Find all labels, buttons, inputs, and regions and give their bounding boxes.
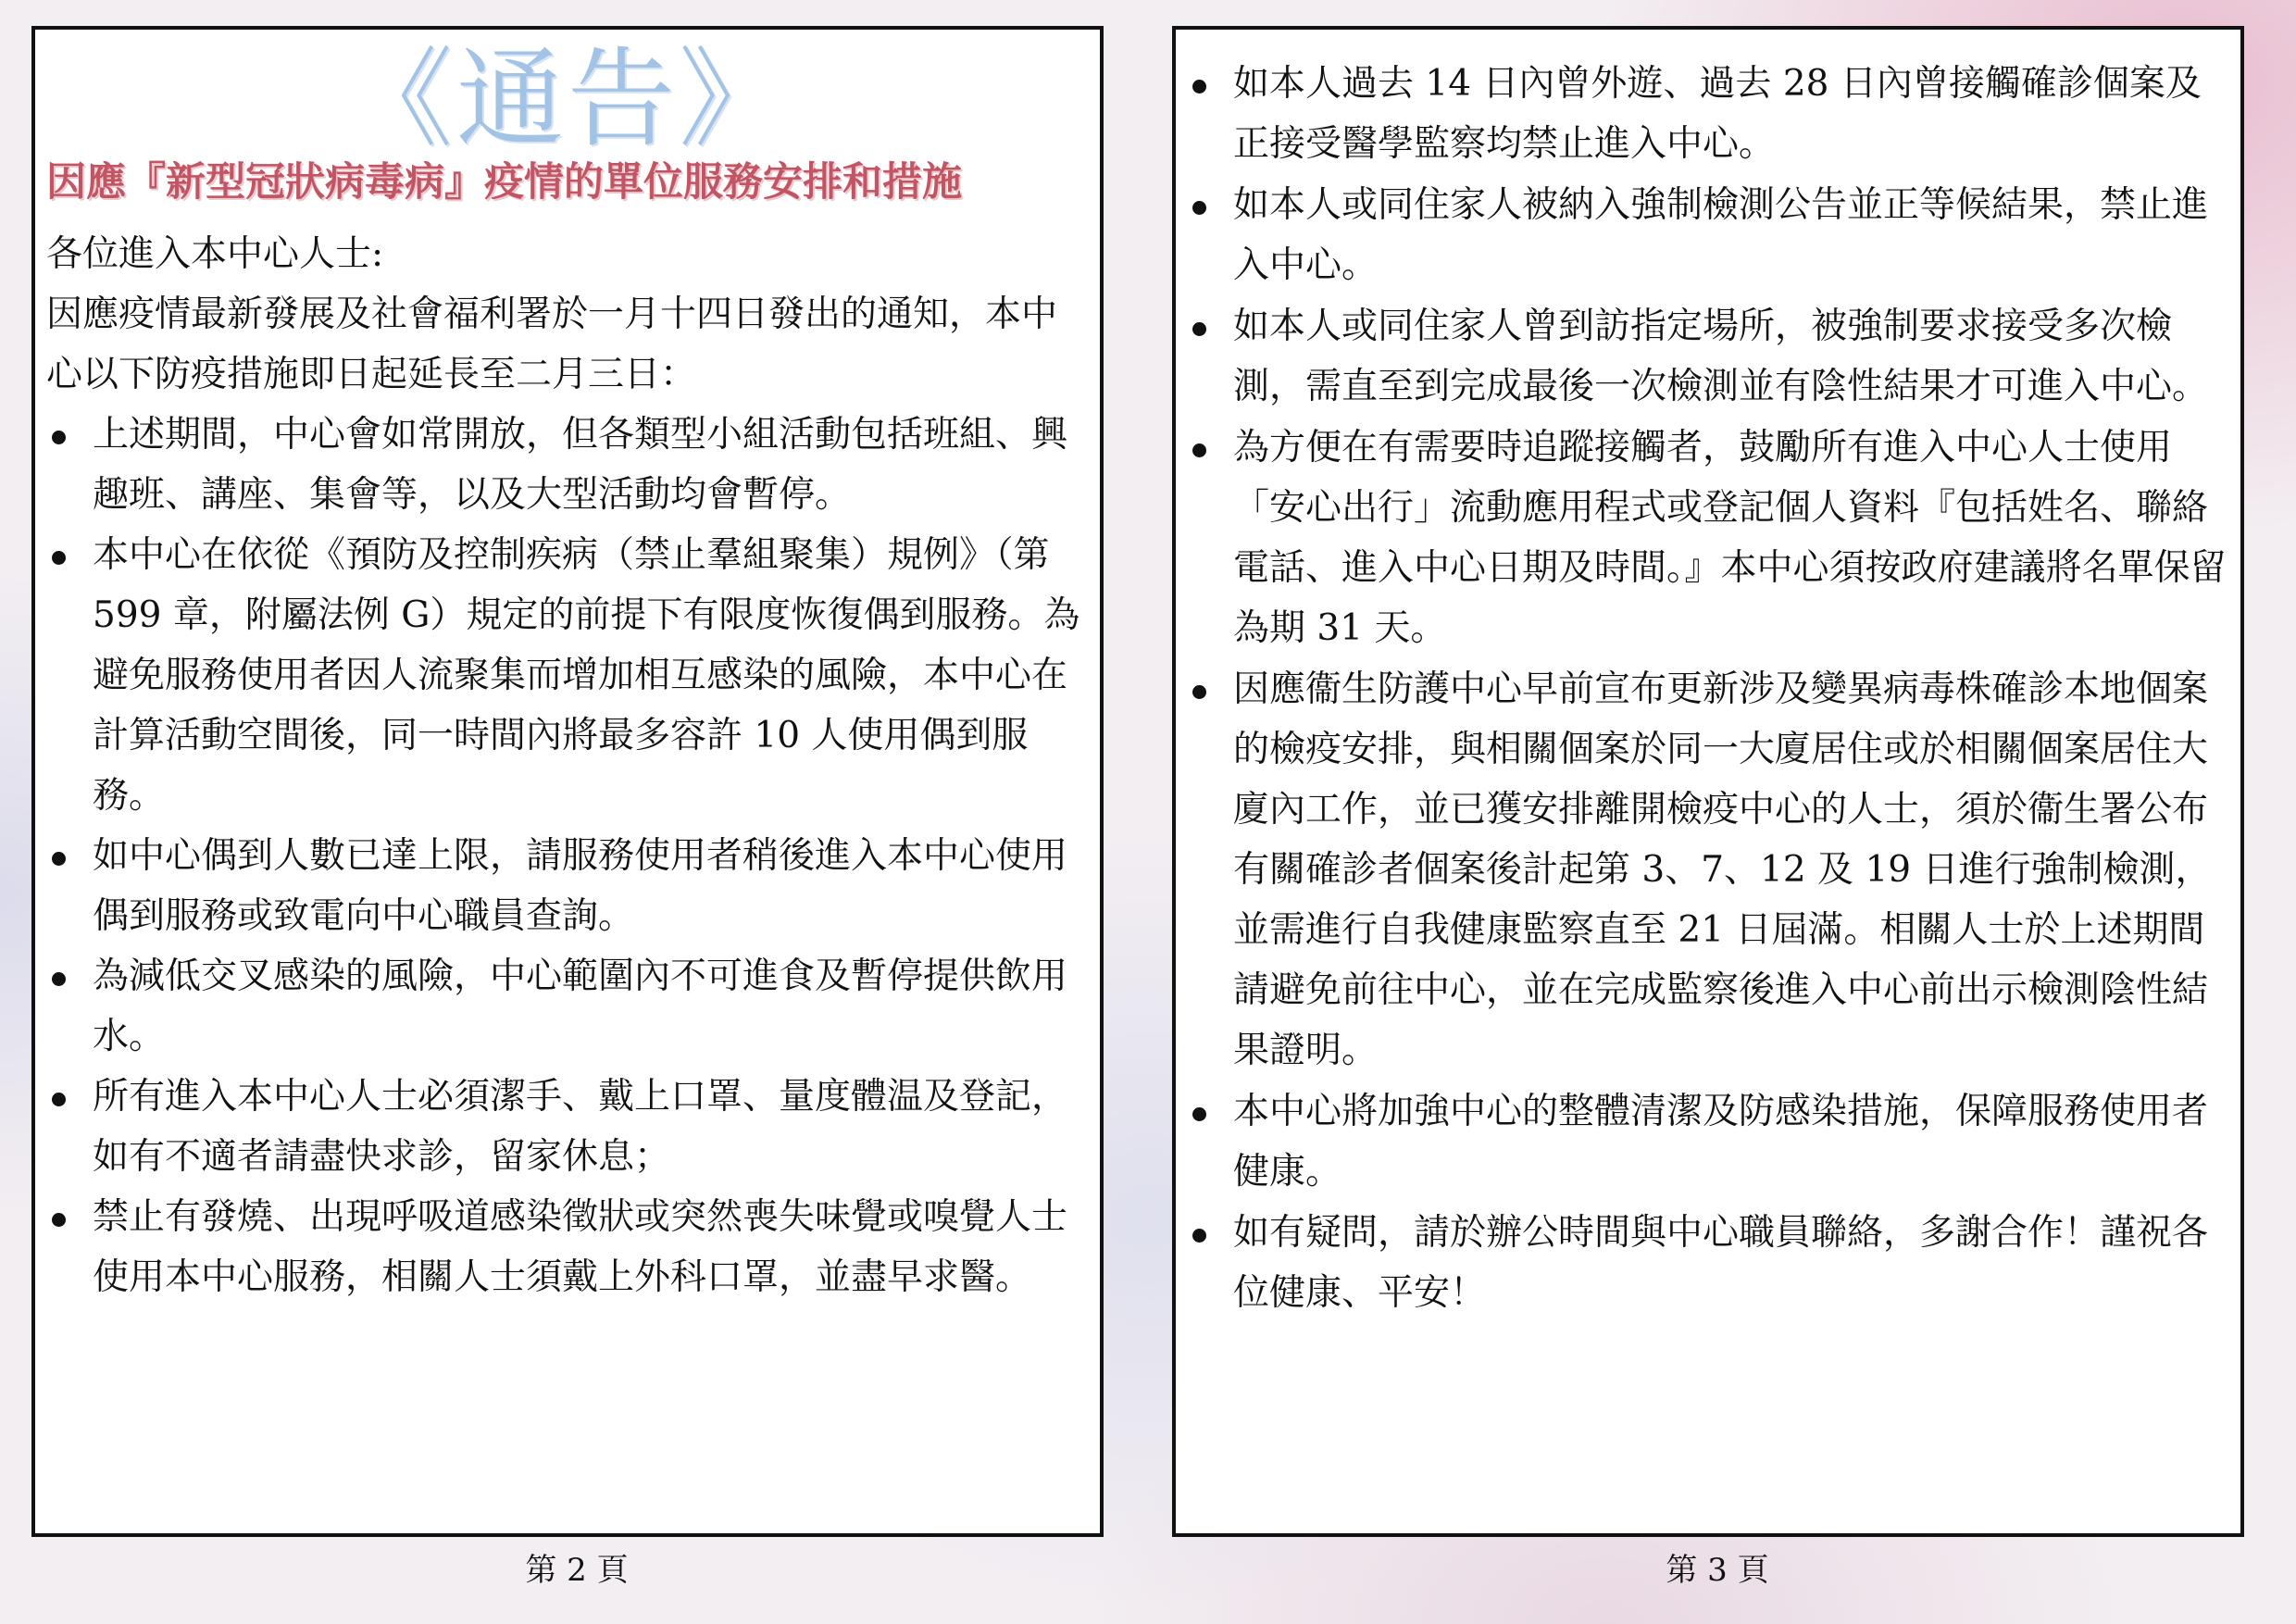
bullet-icon xyxy=(1192,443,1206,457)
list-item-text: 為方便在有需要時追蹤接觸者，鼓勵所有進入中心人士使用「安心出行」流動應用程式或登記個人資料『包括姓名、聯絡電話、進入中心日期及時間。』本中心須按政府建議將名單保留為期 31 天。 xyxy=(1233,427,2227,649)
list-item-text: 所有進入本中心人士必須潔手、戴上口罩、量度體温及登記，如有不適者請盡快求診，留家休息； xyxy=(93,1076,1068,1178)
list-item xyxy=(1187,1203,2231,1323)
bullet-icon xyxy=(52,1093,66,1106)
notice-title: 《通告》 xyxy=(345,37,790,162)
page-number-right: 第 3 頁 xyxy=(1666,1552,1769,1589)
list-item xyxy=(1187,54,2231,174)
greeting: 各位進入本中心人士: xyxy=(46,233,384,275)
list-item xyxy=(1187,1081,2231,1202)
right-bullet-list xyxy=(1187,54,2231,1323)
list-item xyxy=(46,1067,1091,1187)
list-item xyxy=(46,1187,1091,1307)
bullet-icon xyxy=(1192,201,1206,215)
list-item-text: 如有疑問，請於辦公時間與中心職員聯絡，多謝合作！謹祝各位健康、平安！ xyxy=(1233,1212,2209,1314)
bullet-icon xyxy=(52,972,66,986)
intro-paragraph: 因應疫情最新發展及社會福利署於一月十四日發出的通知，本中心以下防疫措施即日起延長至二月三日： xyxy=(46,294,1058,395)
left-page-panel xyxy=(31,26,1104,1537)
page-number-left: 第 2 頁 xyxy=(525,1552,629,1589)
bullet-icon xyxy=(1192,1229,1206,1243)
right-page-panel xyxy=(1172,26,2244,1537)
list-item-text: 禁止有發燒、出現呼吸道感染徵狀或突然喪失味覺或嗅覺人士使用本中心服務，相關人士須戴上外科口罩，並盡早求醫。 xyxy=(93,1196,1068,1298)
list-item xyxy=(1187,659,2231,1081)
bullet-icon xyxy=(52,852,66,866)
notice-subtitle: 因應『新型冠狀病毒病』疫情的單位服務安排和措施 xyxy=(46,159,962,206)
left-bullet-list xyxy=(46,405,1091,1307)
list-item-text: 上述期間，中心會如常開放，但各類型小組活動包括班組、興趣班、講座、集會等，以及大型活動均會暫停。 xyxy=(93,414,1068,516)
bullet-icon xyxy=(1192,322,1206,336)
list-item-text: 本中心在依從《預防及控制疾病（禁止羣組聚集）規例》（第 599 章，附屬法例 G）規定的前提下有限度恢復偶到服務。為避免服務使用者因人流聚集而增加相互感染的風險，本中心在計算活動空間後，同一時間內將最多容許 10 人使用偶到服務。 xyxy=(93,534,1080,817)
list-item xyxy=(46,525,1091,826)
list-item-text: 如本人過去 14 日內曾外遊、過去 28 日內曾接觸確診個案及正接受醫學監察均禁止進入中心。 xyxy=(1233,63,2202,165)
list-item xyxy=(1187,418,2231,658)
bullet-icon xyxy=(52,431,66,444)
bullet-icon xyxy=(1192,1107,1206,1121)
list-item-text: 因應衞生防護中心早前宣布更新涉及變異病毒株確診本地個案的檢疫安排，與相關個案於同一大廈居住或於相關個案居住大廈內工作，並已獲安排離開檢疫中心的人士，須於衞生署公布有關確診者個案後計起第 3、7、12 及 19 日進行強制檢測，並需進行自我健康監察直至 21 日屆滿。相關人士於上述期間請避免前往中心，並在完成監察後進入中心前出示檢測陰性結果證明。 xyxy=(1233,668,2212,1071)
list-item-text: 如本人或同住家人曾到訪指定場所，被強制要求接受多次檢測，需直至到完成最後一次檢測並有陰性結果才可進入中心。 xyxy=(1233,306,2209,407)
list-item xyxy=(46,946,1091,1067)
list-item-text: 如中心偶到人數已達上限，請服務使用者稍後進入本中心使用偶到服務或致電向中心職員查詢。 xyxy=(93,835,1068,937)
left-page-body xyxy=(46,224,1091,1307)
bullet-icon xyxy=(52,1213,66,1227)
list-item-text: 本中心將加強中心的整體清潔及防感染措施，保障服務使用者健康。 xyxy=(1233,1091,2209,1193)
right-page-body xyxy=(1187,54,2231,1324)
list-item xyxy=(1187,175,2231,295)
list-item-text: 為減低交叉感染的風險，中心範圍內不可進食及暫停提供飲用水。 xyxy=(93,956,1068,1057)
bullet-icon xyxy=(1192,80,1206,94)
list-item xyxy=(46,405,1091,525)
bullet-icon xyxy=(52,551,66,565)
list-item xyxy=(46,826,1091,946)
list-item xyxy=(1187,296,2231,417)
bullet-icon xyxy=(1192,685,1206,699)
list-item-text: 如本人或同住家人被納入強制檢測公告並正等候結果，禁止進入中心。 xyxy=(1233,184,2209,286)
